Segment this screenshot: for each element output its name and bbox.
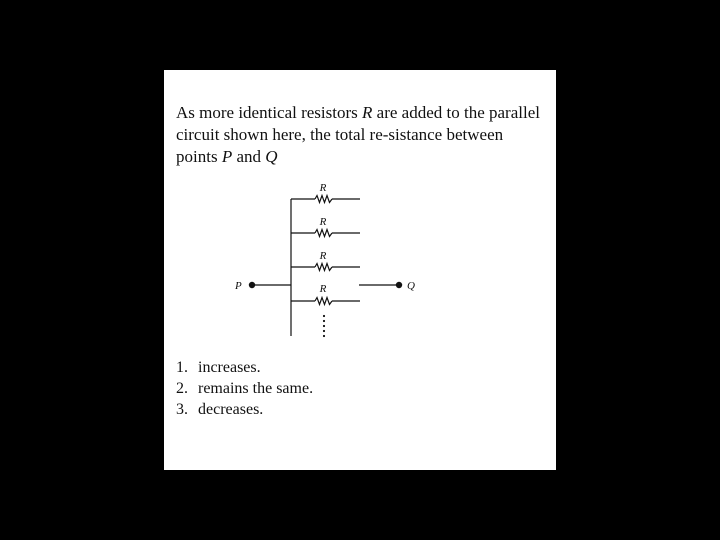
var-p: P [221,147,233,166]
var-q: Q [265,147,278,166]
answer-option-1[interactable]: 1. increases. [176,359,261,376]
var-r: R [362,103,373,122]
resistor-1 [315,196,332,203]
parallel-circuit-diagram [164,70,556,360]
resistor-3 [315,264,332,271]
resistor-label-3: R [319,250,327,262]
node-label-q: Q [407,280,415,292]
resistor-label-4: R [319,283,327,295]
resistor-label-1: R [319,182,327,194]
slide [164,70,556,470]
resistor-label-2: R [319,216,327,228]
resistor-4 [315,298,332,305]
terminal-q [396,282,402,288]
question-text: As more identical resistors R are added to the parallel circuit shown here, the total re-sistance between points P and Q [176,103,540,166]
continuation-dots [323,315,325,337]
resistor-2 [315,230,332,237]
answer-option-3[interactable]: 3. decreases. [176,401,264,418]
node-label-p: P [235,280,242,292]
answer-list [176,357,313,420]
answer-option-2[interactable]: 2. remains the same. [176,380,314,397]
terminal-p [249,282,255,288]
